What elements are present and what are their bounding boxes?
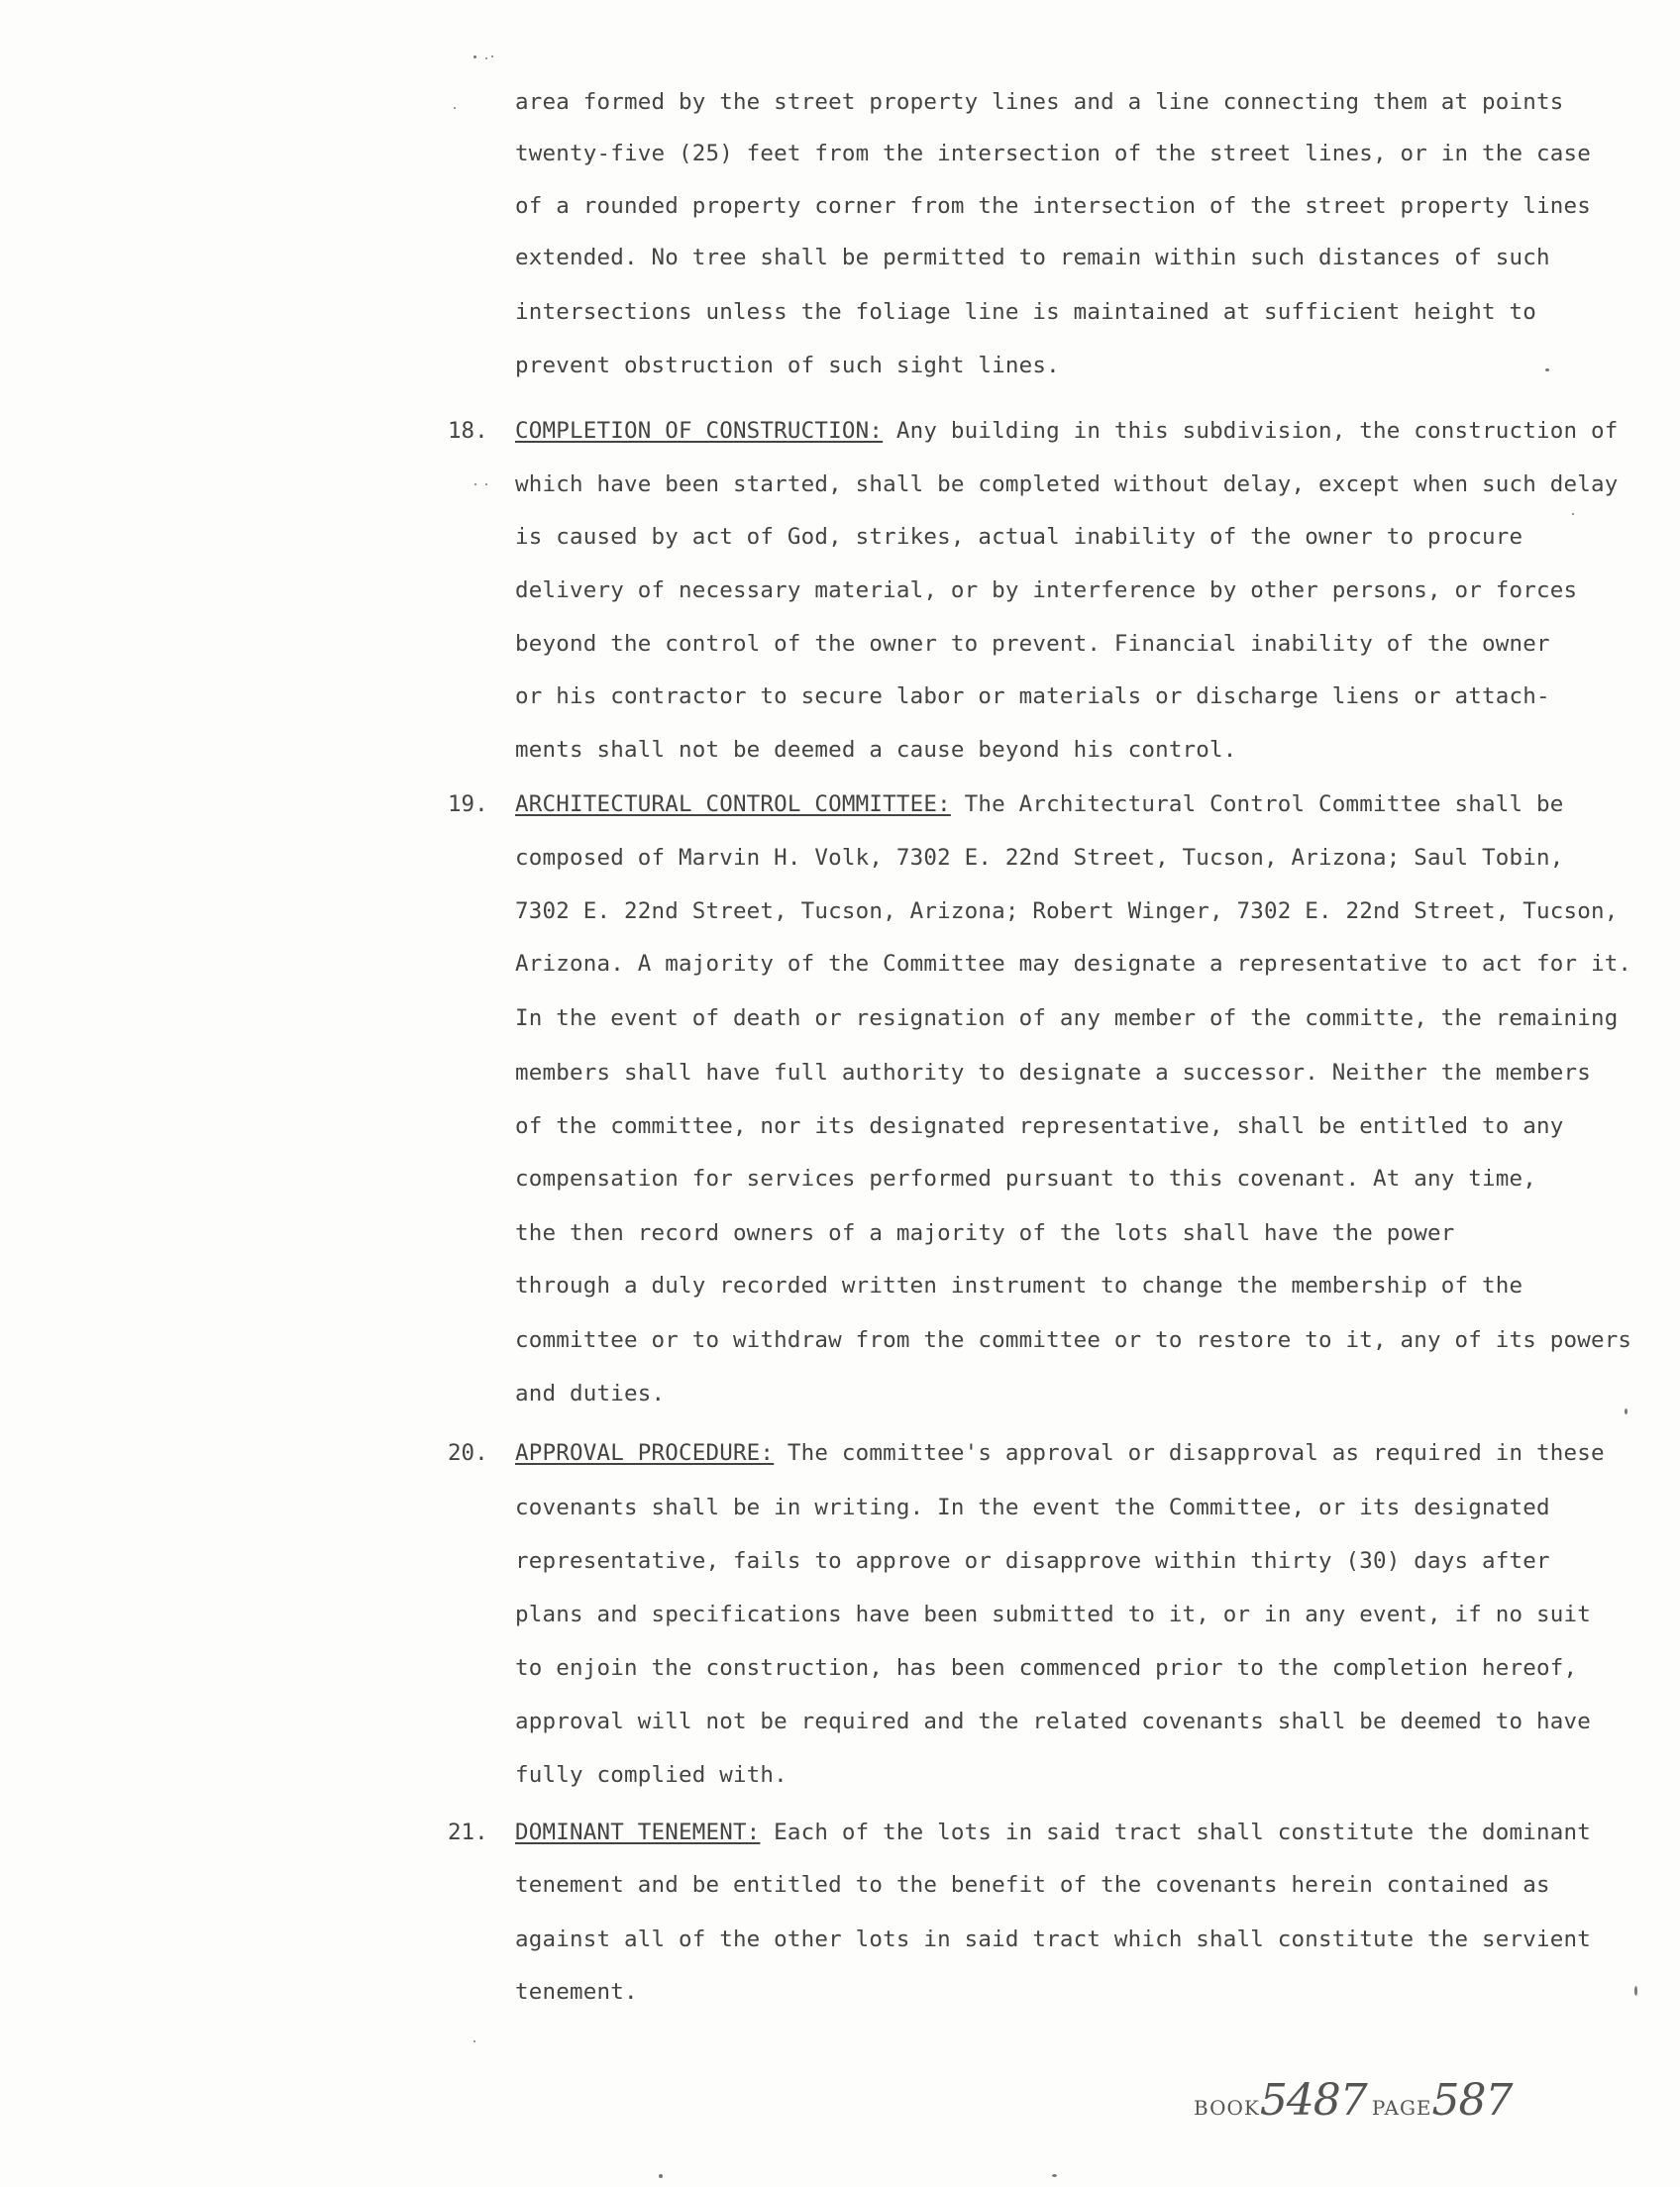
scan-speck xyxy=(473,55,476,58)
section-line: which have been started, shall be completed without delay, except when such delay xyxy=(515,471,1619,497)
scan-speck xyxy=(454,107,456,109)
intro-line: of a rounded property corner from the intersection of the street property lines xyxy=(515,193,1591,219)
intro-line: intersections unless the foliage line is maintained at sufficient height to xyxy=(515,299,1536,325)
section-heading: COMPLETION OF CONSTRUCTION: xyxy=(515,418,884,444)
section-line: 7302 E. 22nd Street, Tucson, Arizona; Robert Winger, 7302 E. 22nd Street, Tucson, xyxy=(515,898,1619,924)
section-heading: APPROVAL PROCEDURE: xyxy=(515,1440,775,1466)
section-number: 20. xyxy=(448,1440,488,1466)
page-number: 587 xyxy=(1431,2075,1513,2126)
section-line: tenement. xyxy=(515,1979,638,2005)
scan-speck xyxy=(659,2174,663,2178)
scan-speck xyxy=(473,2040,475,2042)
book-number: 5487 xyxy=(1259,2075,1367,2126)
scan-speck xyxy=(1545,368,1549,371)
section-line: of the committee, nor its designated representative, shall be entitled to any xyxy=(515,1113,1564,1139)
scan-speck xyxy=(485,483,487,485)
intro-line: area formed by the street property lines and a line connecting them at points xyxy=(515,89,1564,115)
section-line: or his contractor to secure labor or materials or discharge liens or attach- xyxy=(515,683,1550,709)
section-line: plans and specifications have been submitted to it, or in any event, if no suit xyxy=(515,1602,1591,1627)
section-line: representative, fails to approve or disapprove within thirty (30) days after xyxy=(515,1548,1550,1574)
section-line: through a duly recorded written instrument to change the membership of the xyxy=(515,1273,1523,1299)
book-page-stamp xyxy=(1194,2075,1513,2126)
section-line: In the event of death or resignation of any member of the committe, the remaining xyxy=(515,1005,1619,1031)
section-line: is caused by act of God, strikes, actual inability of the owner to procure xyxy=(515,524,1523,550)
intro-line: extended. No tree shall be permitted to remain within such distances of such xyxy=(515,245,1550,270)
section-line: against all of the other lots in said tract which shall constitute the servient xyxy=(515,1927,1591,1952)
scan-speck xyxy=(485,57,487,59)
book-label: BOOK xyxy=(1194,2096,1260,2120)
section-text: The committee's approval or disapproval as required in these xyxy=(774,1440,1605,1466)
section-line: approval will not be required and the related covenants shall be deemed to have xyxy=(515,1709,1591,1734)
section-line: the then record owners of a majority of the lots shall have the power xyxy=(515,1220,1455,1246)
section-first-line xyxy=(515,1818,1591,1847)
section-heading: ARCHITECTURAL CONTROL COMMITTEE: xyxy=(515,791,951,817)
scan-speck xyxy=(491,55,493,57)
section-line: fully complied with. xyxy=(515,1762,788,1788)
page-label: PAGE xyxy=(1371,2096,1432,2120)
section-first-line xyxy=(515,1438,1605,1468)
section-line: Arizona. A majority of the Committee may designate a representative to act for it. xyxy=(515,951,1632,977)
scan-speck xyxy=(1052,2174,1057,2177)
section-number: 21. xyxy=(448,1820,488,1845)
intro-line: twenty-five (25) feet from the intersection of the street lines, or in the case xyxy=(515,141,1591,166)
section-line: beyond the control of the owner to prevent. Financial inability of the owner xyxy=(515,631,1550,657)
section-first-line xyxy=(515,789,1563,819)
section-first-line xyxy=(515,416,1618,446)
scan-speck xyxy=(1572,513,1574,515)
section-line: to enjoin the construction, has been commenced prior to the completion hereof, xyxy=(515,1655,1578,1681)
section-line: composed of Marvin H. Volk, 7302 E. 22nd Street, Tucson, Arizona; Saul Tobin, xyxy=(515,845,1564,871)
section-line: delivery of necessary material, or by interference by other persons, or forces xyxy=(515,577,1578,603)
scan-speck xyxy=(1625,1408,1628,1414)
section-text: Any building in this subdivision, the construction of xyxy=(883,418,1619,444)
section-heading: DOMINANT TENEMENT: xyxy=(515,1820,761,1845)
section-line: tenement and be entitled to the benefit of the covenants herein contained as xyxy=(515,1872,1550,1898)
section-line: covenants shall be in writing. In the event the Committee, or its designated xyxy=(515,1495,1550,1520)
scan-speck xyxy=(1634,1986,1637,1996)
section-line: members shall have full authority to designate a successor. Neither the members xyxy=(515,1060,1591,1086)
section-number: 18. xyxy=(448,418,488,444)
section-number: 19. xyxy=(448,791,488,817)
section-line: compensation for services performed pursuant to this covenant. At any time, xyxy=(515,1166,1536,1192)
section-line: ments shall not be deemed a cause beyond his control. xyxy=(515,737,1237,763)
section-line: and duties. xyxy=(515,1381,666,1406)
section-text: Each of the lots in said tract shall constitute the dominant xyxy=(760,1820,1591,1845)
section-text: The Architectural Control Committee shall be xyxy=(950,791,1564,817)
section-line: committee or to withdraw from the committee or to restore to it, any of its powers xyxy=(515,1327,1632,1353)
intro-line: prevent obstruction of such sight lines. xyxy=(515,353,1060,378)
scan-speck xyxy=(474,483,476,485)
